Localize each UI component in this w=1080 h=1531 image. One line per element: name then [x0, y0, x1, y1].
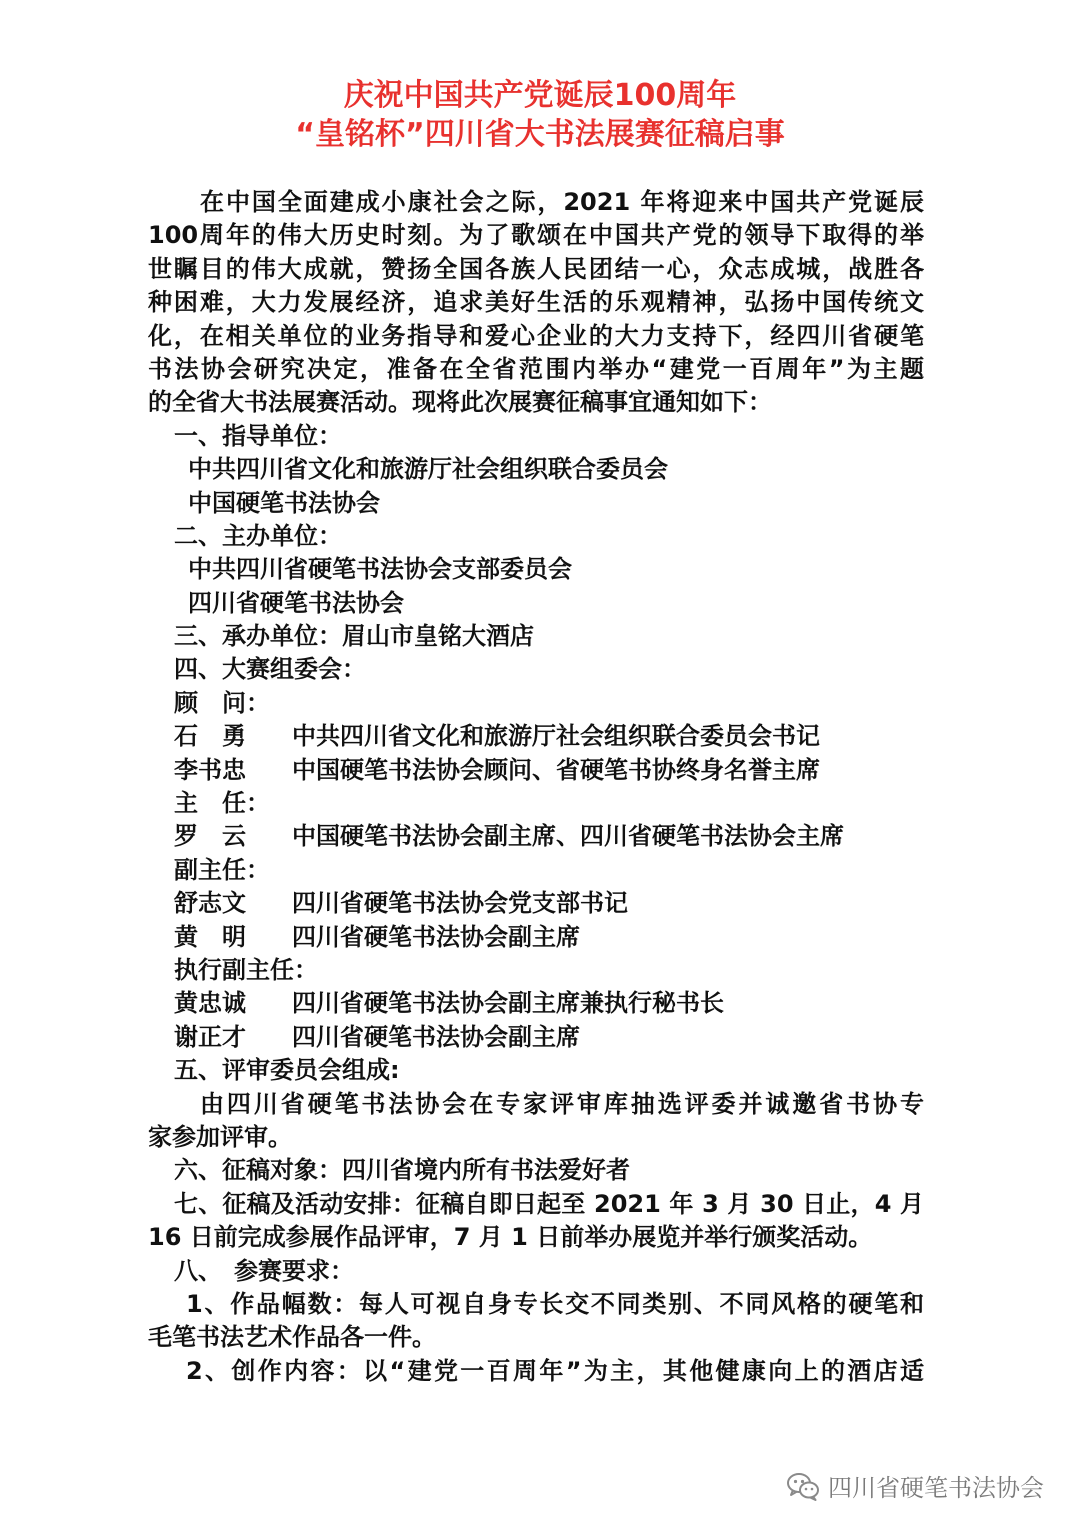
member-name: 谢正才 [174, 1022, 246, 1051]
vice-director-label: 副主任： [174, 855, 270, 884]
wechat-watermark [786, 1468, 1044, 1503]
requirement-text: 毛笔书法艺术作品各一件。 [148, 1323, 436, 1352]
member-role: 中国硬笔书法协会顾问、省硬笔书协终身名誉主席 [292, 755, 820, 784]
member-role: 中共四川省文化和旅游厅社会组织联合委员会书记 [292, 722, 820, 751]
member-role: 四川省硬笔书法协会副主席 [292, 1022, 580, 1051]
intro-line: 的全省大书法展赛活动。现将此次展赛征稿事宜通知如下： [148, 388, 772, 417]
section-organizer: 三、承办单位：眉山市皇铭大酒店 [174, 622, 534, 651]
guiding-unit: 中共四川省文化和旅游厅社会组织联合委员会 [188, 455, 668, 484]
committee-member [148, 720, 924, 753]
wechat-icon [786, 1471, 820, 1501]
member-role: 四川省硬笔书法协会党支部书记 [292, 889, 628, 918]
section-heading-jury: 五、评审委员会组成: [174, 1056, 400, 1085]
committee-member [148, 887, 924, 920]
title-line-1: 庆祝中国共产党诞辰100周年 [343, 78, 737, 113]
member-name: 石 勇 [174, 722, 246, 751]
guiding-unit: 中国硬笔书法协会 [188, 488, 380, 517]
section-heading-committee: 四、大赛组委会： [174, 655, 366, 684]
committee-member [148, 820, 924, 853]
member-name: 黄 明 [174, 922, 246, 951]
director-label: 主 任： [174, 789, 270, 818]
member-role: 中国硬笔书法协会副主席、四川省硬笔书法协会主席 [292, 822, 844, 851]
section-heading-guiding-units: 一、指导单位： [174, 421, 342, 450]
committee-member [148, 921, 924, 954]
jury-text: 家参加评审。 [148, 1122, 292, 1151]
intro-line: 书法协会研究决定，准备在全省范围内举办“建党一百周年”为主题 [148, 354, 924, 383]
intro-line: 100周年的伟大历史时刻。为了歌颂在中国共产党的领导下取得的举 [148, 221, 924, 250]
member-name: 李书忠 [174, 755, 246, 784]
watermark-text: 四川省硬笔书法协会 [828, 1474, 1044, 1502]
member-role: 四川省硬笔书法协会副主席兼执行秘书长 [292, 989, 724, 1018]
member-name: 罗 云 [174, 822, 246, 851]
committee-member [148, 754, 924, 787]
exec-vice-director-label: 执行副主任： [174, 955, 318, 984]
title-line-2: “皇铭杯”四川省大书法展赛征稿启事 [295, 117, 785, 152]
intro-line: 世瞩目的伟大成就，赞扬全国各族人民团结一心，众志成城，战胜各 [148, 254, 924, 283]
host-unit: 中共四川省硬笔书法协会支部委员会 [188, 555, 572, 584]
committee-member [148, 1021, 924, 1054]
requirement-text: 2、创作内容：以“建党一百周年”为主，其他健康向上的酒店适 [186, 1356, 924, 1385]
schedule-text: 七、征稿及活动安排：征稿自即日起至 2021 年 3 月 30 日止，4 月 [174, 1189, 924, 1218]
section-heading-host-units: 二、主办单位： [174, 521, 342, 550]
host-unit: 四川省硬笔书法协会 [188, 588, 404, 617]
advisor-label: 顾 问： [174, 688, 270, 717]
schedule-text: 16 日前完成参展作品评审，7 月 1 日前举办展览并举行颁奖活动。 [148, 1223, 873, 1252]
member-name: 黄忠诚 [174, 989, 246, 1018]
intro-line: 在中国全面建成小康社会之际，2021 年将迎来中国共产党诞辰 [200, 188, 924, 216]
intro-line: 化，在相关单位的业务指导和爱心企业的大力支持下，经四川省硬笔 [148, 321, 924, 350]
intro-line: 种困难，大力发展经济，追求美好生活的乐观精神，弘扬中国传统文 [148, 288, 924, 317]
notice-body [148, 186, 924, 1388]
committee-member [148, 987, 924, 1020]
jury-text: 由四川省硬笔书法协会在专家评审库抽选评委并诚邀省书协专 [200, 1089, 924, 1118]
requirement-text: 1、作品幅数：每人可视自身专长交不同类别、不同风格的硬笔和 [186, 1289, 924, 1318]
section-eligibility: 六、征稿对象：四川省境内所有书法爱好者 [174, 1156, 630, 1185]
section-heading-requirements: 八、 参赛要求： [174, 1256, 354, 1285]
member-role: 四川省硬笔书法协会副主席 [292, 922, 580, 951]
member-name: 舒志文 [174, 889, 246, 918]
